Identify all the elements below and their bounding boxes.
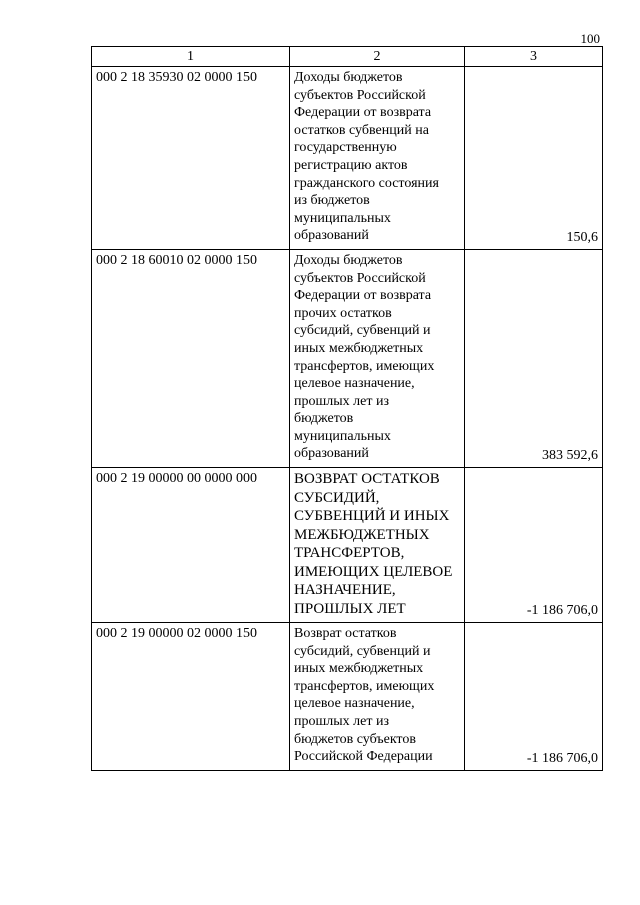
column-header-3: 3 (465, 47, 603, 67)
income-name: Возврат остатков субсидий, субвенций и иных межбюджетных трансфертов, имеющих целевое назначение, прошлых лет из бюджетов субъектов Российской Федерации (290, 623, 465, 771)
column-header-2: 2 (290, 47, 465, 67)
income-name: Доходы бюджетов субъектов Российской Федерации от возврата прочих остатков субсидий, субвенций и иных межбюджетных трансфертов, имеющих целевое назначение, прошлых лет из бюджетов муниципальных образований (290, 249, 465, 467)
classification-code: 000 2 18 60010 02 0000 150 (92, 249, 290, 467)
table-row (92, 623, 603, 771)
budget-table (91, 46, 603, 771)
page-number: 100 (580, 31, 600, 46)
amount-value: -1 186 706,0 (465, 623, 603, 771)
income-name: ВОЗВРАТ ОСТАТКОВ СУБСИДИЙ, СУБВЕНЦИЙ И ИНЫХ МЕЖБЮДЖЕТНЫХ ТРАНСФЕРТОВ, ИМЕЮЩИХ ЦЕЛЕВОЕ НАЗНАЧЕНИЕ, ПРОШЛЫХ ЛЕТ (290, 468, 465, 623)
classification-code: 000 2 19 00000 00 0000 000 (92, 468, 290, 623)
classification-code: 000 2 18 35930 02 0000 150 (92, 67, 290, 250)
amount-value: 150,6 (465, 67, 603, 250)
column-header-1: 1 (92, 47, 290, 67)
amount-value: -1 186 706,0 (465, 468, 603, 623)
table-row (92, 249, 603, 467)
table-row (92, 468, 603, 623)
table-header-row (92, 47, 603, 67)
income-name: Доходы бюджетов субъектов Российской Федерации от возврата остатков субвенций на государственную регистрацию актов гражданского состояния из бюджетов муниципальных образований (290, 67, 465, 250)
classification-code: 000 2 19 00000 02 0000 150 (92, 623, 290, 771)
table-row (92, 67, 603, 250)
amount-value: 383 592,6 (465, 249, 603, 467)
